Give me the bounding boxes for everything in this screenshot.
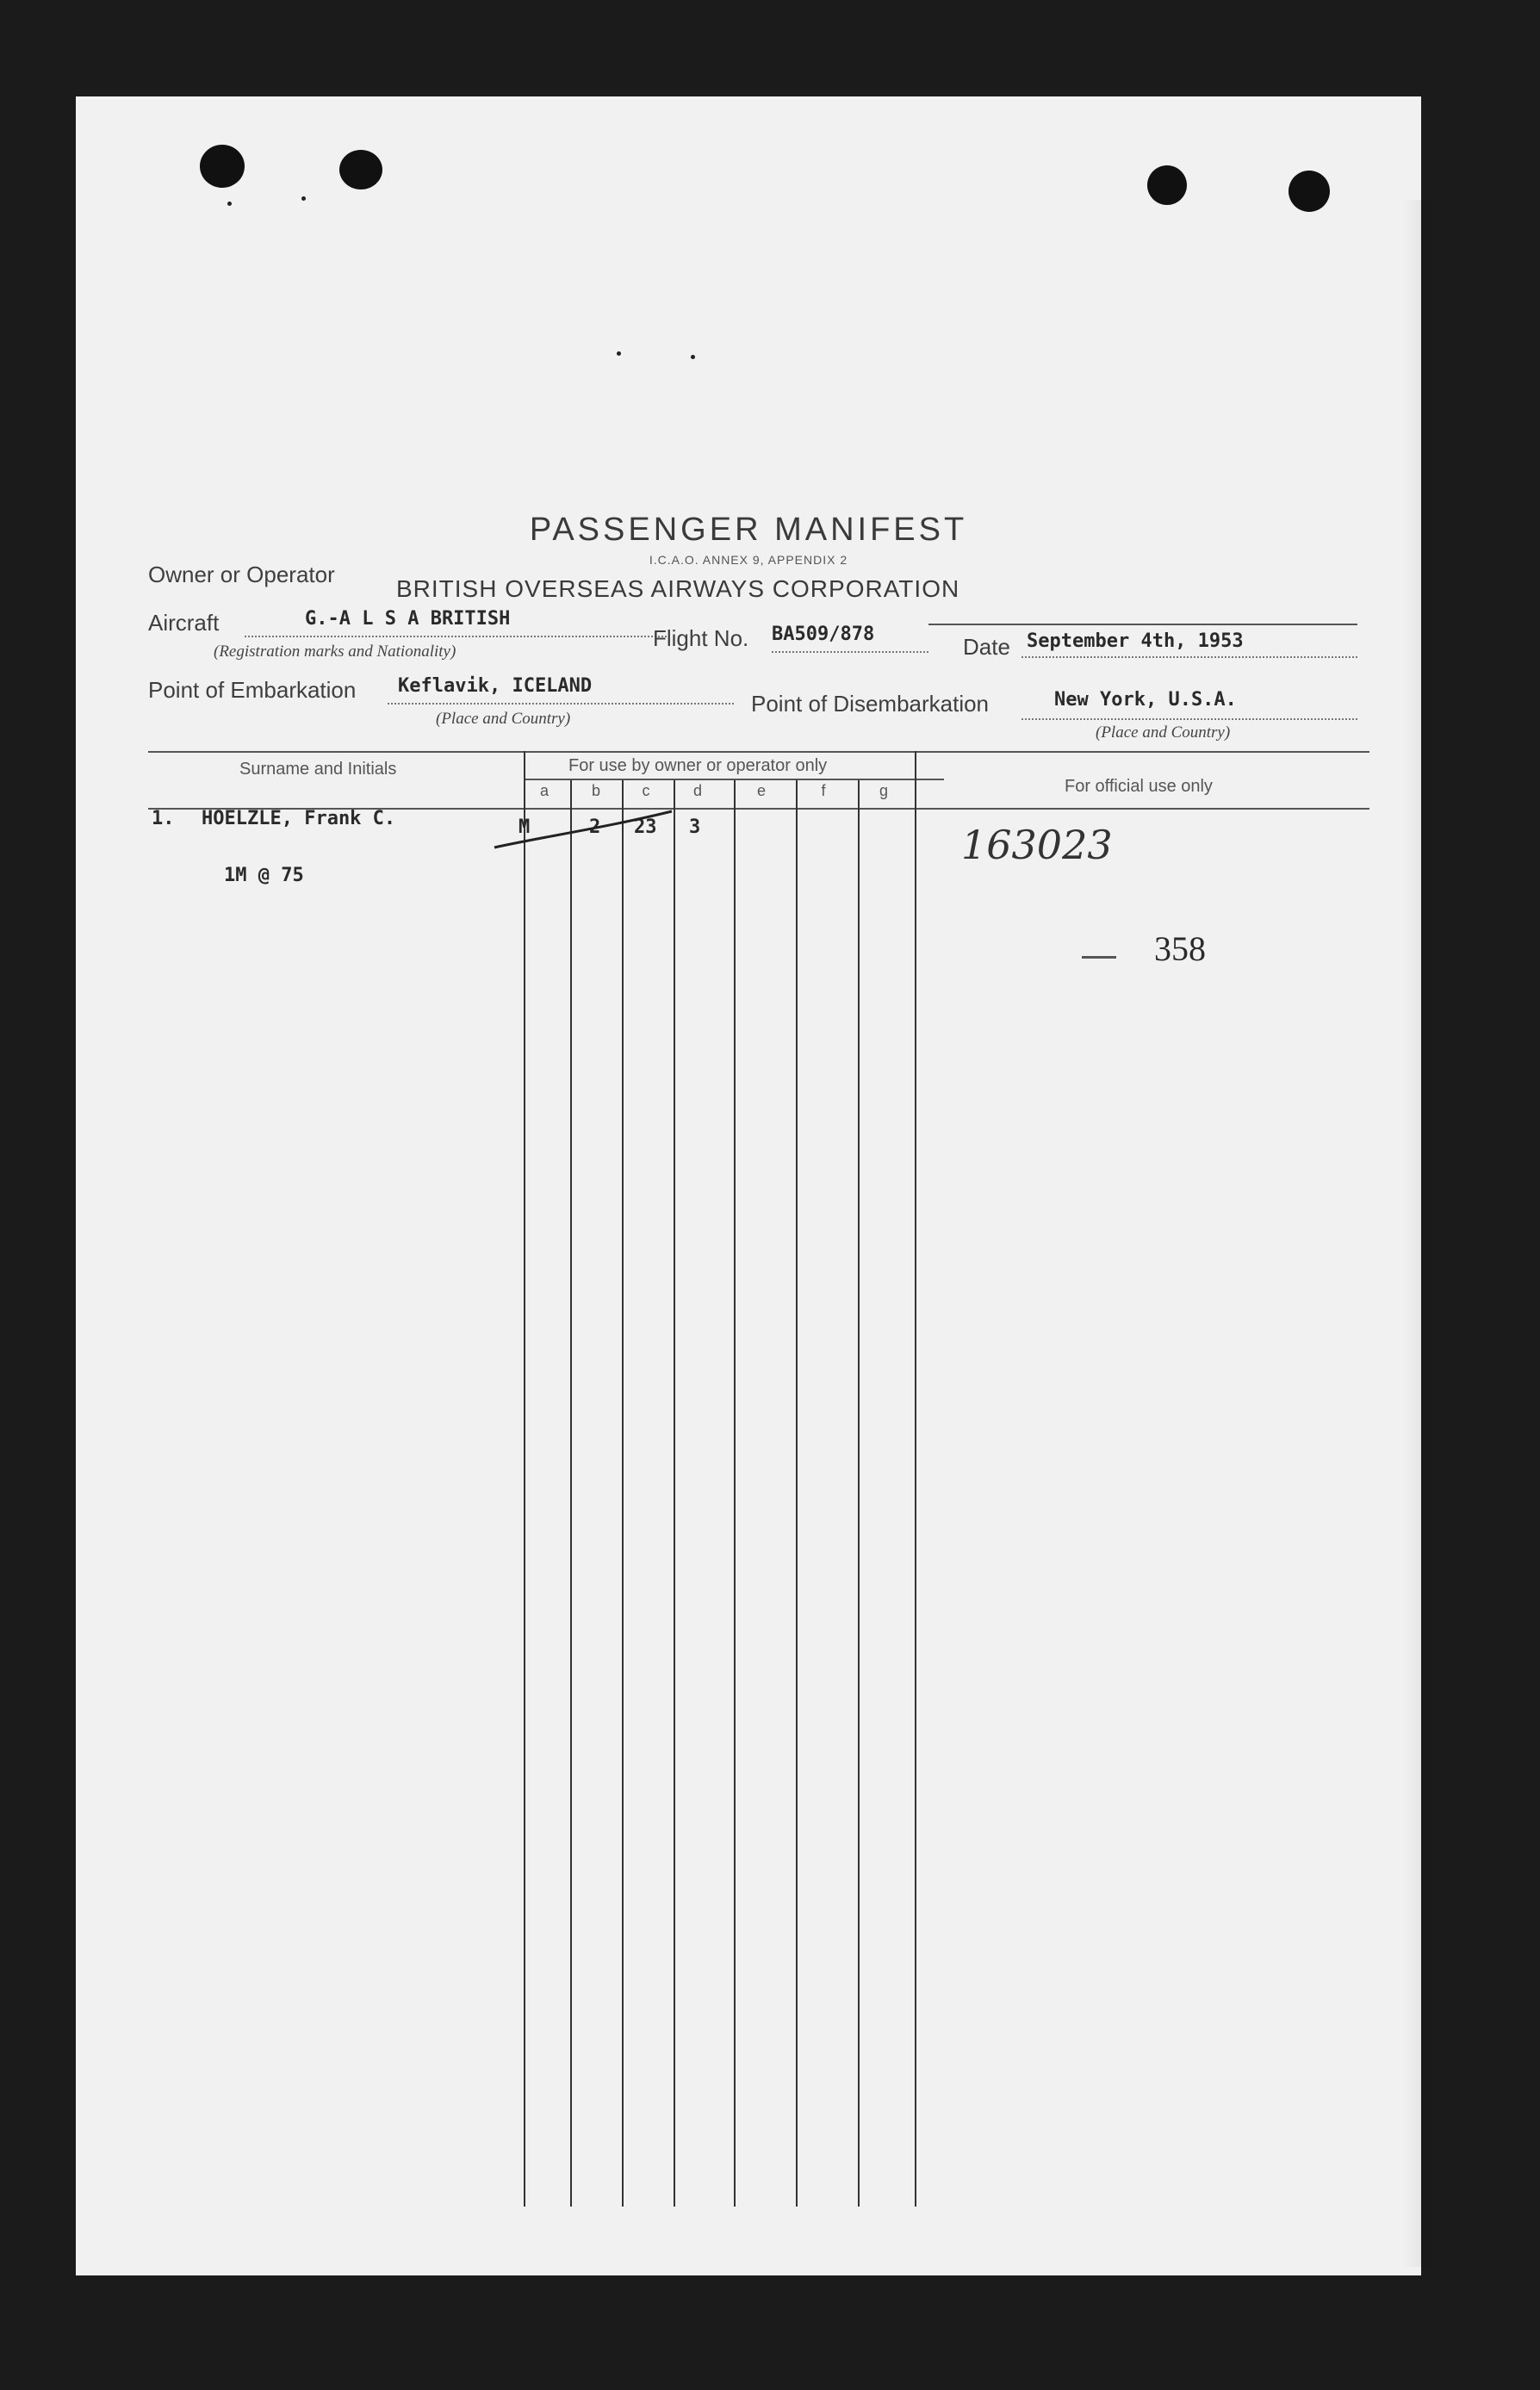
flight-line [772, 651, 928, 653]
sub-col-g: g [879, 782, 888, 799]
cell-a: M [519, 816, 531, 838]
disembarkation-label: Point of Disembarkation [751, 691, 990, 717]
form-title: PASSENGER MANIFEST [529, 512, 968, 548]
disembarkation-note: (Place and Country) [1096, 723, 1231, 742]
embarkation-note: (Place and Country) [436, 710, 571, 728]
form-subtitle: I.C.A.O. ANNEX 9, APPENDIX 2 [649, 553, 848, 567]
speck [691, 355, 695, 359]
sub-col-e: e [756, 782, 766, 799]
col-official-header: For official use only [1065, 777, 1213, 796]
passenger-name: HOELZLE, Frank C. [202, 808, 396, 829]
col-rule [570, 780, 572, 2207]
row-number: 1. [152, 808, 175, 829]
embarkation-label: Point of Embarkation [148, 677, 357, 703]
col-rule [524, 751, 525, 2207]
official-handwritten-number: 163023 [961, 822, 1113, 868]
strike-through-mark [489, 803, 679, 854]
speck [227, 202, 232, 206]
aircraft-note: (Registration marks and Nationality) [214, 643, 456, 661]
speck [301, 196, 306, 201]
cell-d: 3 [689, 816, 701, 838]
stamp-number: 358 [1154, 929, 1206, 968]
sub-col-a: a [539, 782, 549, 799]
punch-hole [200, 145, 245, 188]
date-value: September 4th, 1953 [1027, 630, 1244, 652]
aircraft-line [245, 636, 667, 637]
flight-value: BA509/878 [772, 624, 875, 645]
sub-col-b: b [591, 782, 600, 799]
aircraft-value: G.-A L S A BRITISH [305, 608, 511, 630]
flight-label: Flight No. [653, 625, 749, 651]
col-rule [622, 780, 624, 2207]
col-owner-use-header: For use by owner or operator only [568, 756, 828, 775]
col-surname-header: Surname and Initials [239, 760, 397, 779]
date-line [1021, 656, 1357, 658]
owner-label: Owner or Operator [148, 562, 335, 587]
aircraft-label: Aircraft [148, 610, 220, 636]
date-label: Date [963, 634, 1010, 660]
date-rule [928, 624, 1357, 625]
punch-hole [1147, 165, 1187, 205]
manifest-page [76, 96, 1421, 2275]
stamp-dash [1082, 956, 1116, 959]
sub-col-d: d [692, 782, 702, 799]
table-top-rule [148, 751, 1369, 753]
punch-hole [1289, 171, 1330, 212]
cell-b: 2 [589, 816, 601, 838]
col-rule [674, 780, 675, 2207]
owner-value: BRITISH OVERSEAS AIRWAYS CORPORATION [396, 575, 960, 602]
col-rule [858, 780, 860, 2207]
passenger-sub-note: 1M @ 75 [224, 865, 304, 886]
cell-c: 23 [634, 816, 657, 838]
sub-col-c: c [642, 782, 650, 799]
page-edge-shadow [1402, 200, 1437, 2267]
col-rule [796, 780, 798, 2207]
disembarkation-value: New York, U.S.A. [1054, 689, 1237, 711]
disembarkation-line [1021, 718, 1357, 720]
speck [617, 351, 621, 356]
embarkation-value: Keflavik, ICELAND [398, 675, 593, 697]
col-rule [915, 751, 916, 2207]
sub-col-f: f [821, 782, 826, 799]
embarkation-line [388, 703, 734, 705]
punch-hole [339, 150, 382, 189]
col-rule [734, 780, 736, 2207]
